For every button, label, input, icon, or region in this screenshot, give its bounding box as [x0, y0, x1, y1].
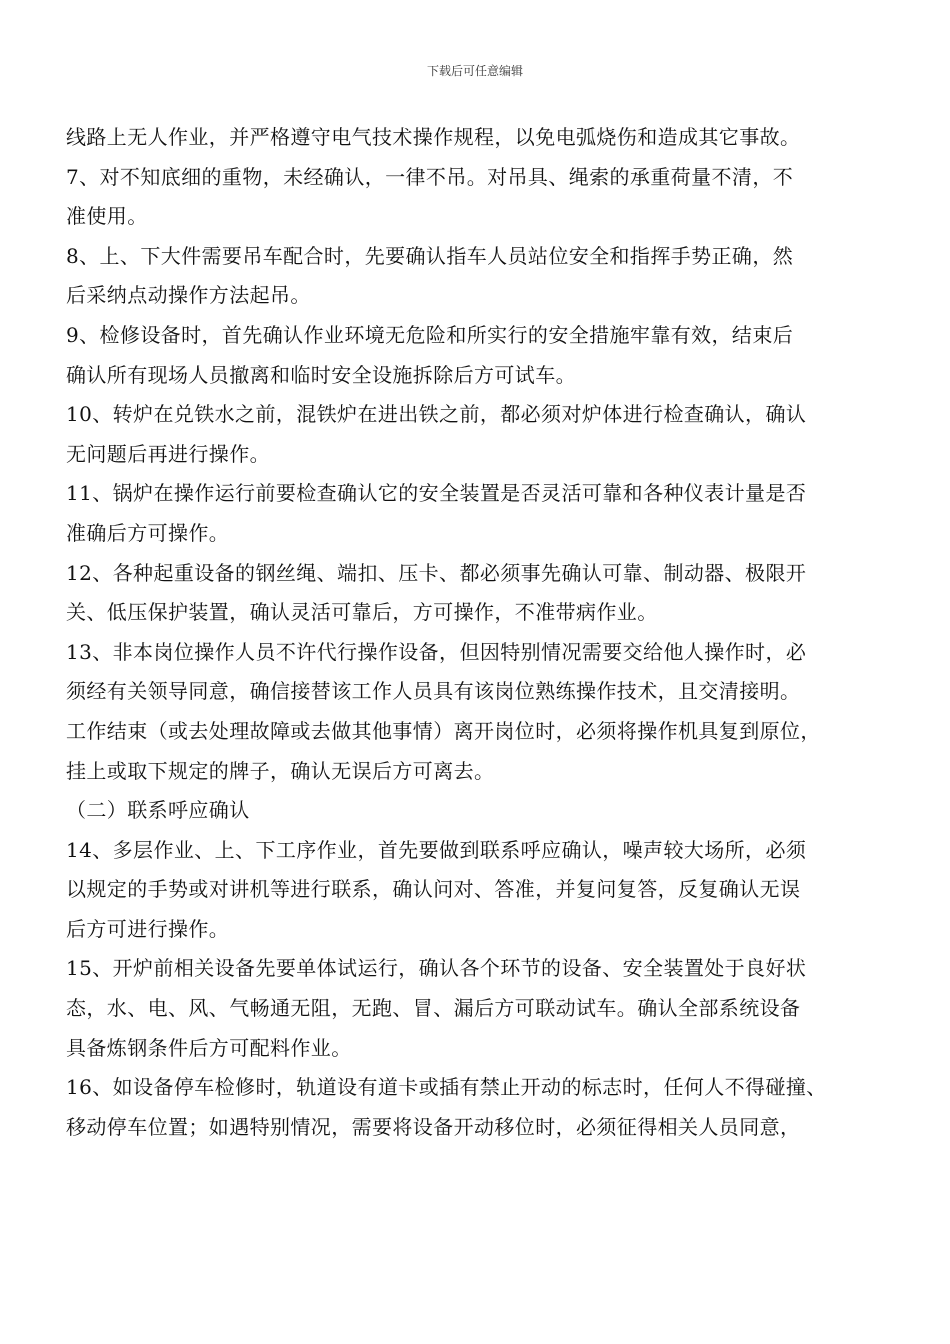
- text-line: 10、转炉在兑铁水之前，混铁炉在进出铁之前，都必须对炉体进行检查确认，确认: [66, 402, 807, 427]
- text-line: 具备炼钢条件后方可配料作业。: [66, 1035, 352, 1060]
- text-line: 线路上无人作业，并严格遵守电气技术操作规程，以免电弧烧伤和造成其它事故。: [66, 125, 801, 149]
- text-line: 13、非本岗位操作人员不许代行操作设备，但因特别情况需要交给他人操作时，必: [66, 639, 807, 664]
- text-line: 以规定的手势或对讲机等进行联系，确认问对、答准，并复问复答，反复确认无误: [66, 877, 801, 902]
- text-line: 准确后方可操作。: [66, 520, 230, 545]
- text-line: 后方可进行操作。: [66, 916, 230, 941]
- text-line: 确认所有现场人员撤离和临时安全设施拆除后方可试车。: [66, 362, 576, 387]
- text-line: 挂上或取下规定的牌子，确认无误后方可离去。: [66, 758, 495, 783]
- page-header: 下载后可任意编辑: [426, 64, 523, 78]
- text-line: 工作结束（或去处理故障或去做其他事情）离开岗位时，必须将操作机具复到原位，: [66, 718, 821, 743]
- text-line: 关、低压保护装置，确认灵活可靠后，方可操作，不准带病作业。: [66, 600, 658, 625]
- text-line: 8、上、下大件需要吊车配合时，先要确认指车人员站位安全和指挥手势正确，然: [66, 243, 794, 268]
- text-line: 态，水、电、风、气畅通无阻，无跑、冒、漏后方可联动试车。确认全部系统设备: [66, 996, 801, 1021]
- text-line: 准使用。: [66, 204, 148, 229]
- section-heading: （二）联系呼应确认: [66, 798, 250, 823]
- text-line: 15、开炉前相关设备先要单体试运行，确认各个环节的设备、安全装置处于良好状: [66, 956, 807, 981]
- text-line: 16、如设备停车检修时，轨道设有道卡或插有禁止开动的标志时，任何人不得碰撞、: [66, 1075, 827, 1100]
- text-line: 7、对不知底细的重物，未经确认，一律不吊。对吊具、绳索的承重荷量不清，不: [66, 164, 794, 189]
- text-line: 须经有关领导同意，确信接替该工作人员具有该岗位熟练操作技术，且交清接明。: [66, 679, 801, 704]
- text-line: 后采纳点动操作方法起吊。: [66, 283, 311, 308]
- text-line: 11、锅炉在操作运行前要检查确认它的安全装置是否灵活可靠和各种仪表计量是否: [66, 481, 807, 506]
- text-line: 14、多层作业、上、下工序作业，首先要做到联系呼应确认，噪声较大场所，必须: [66, 837, 807, 862]
- text-line: 移动停车位置；如遇特别情况，需要将设备开动移位时，必须征得相关人员同意，: [66, 1114, 801, 1139]
- text-line: 12、各种起重设备的钢丝绳、端扣、压卡、都必须事先确认可靠、制动器、极限开: [66, 560, 807, 585]
- document-body: [66, 118, 878, 1147]
- text-line: 无问题后再进行操作。: [66, 441, 270, 466]
- text-line: 9、检修设备时，首先确认作业环境无危险和所实行的安全措施牢靠有效，结束后: [66, 322, 794, 347]
